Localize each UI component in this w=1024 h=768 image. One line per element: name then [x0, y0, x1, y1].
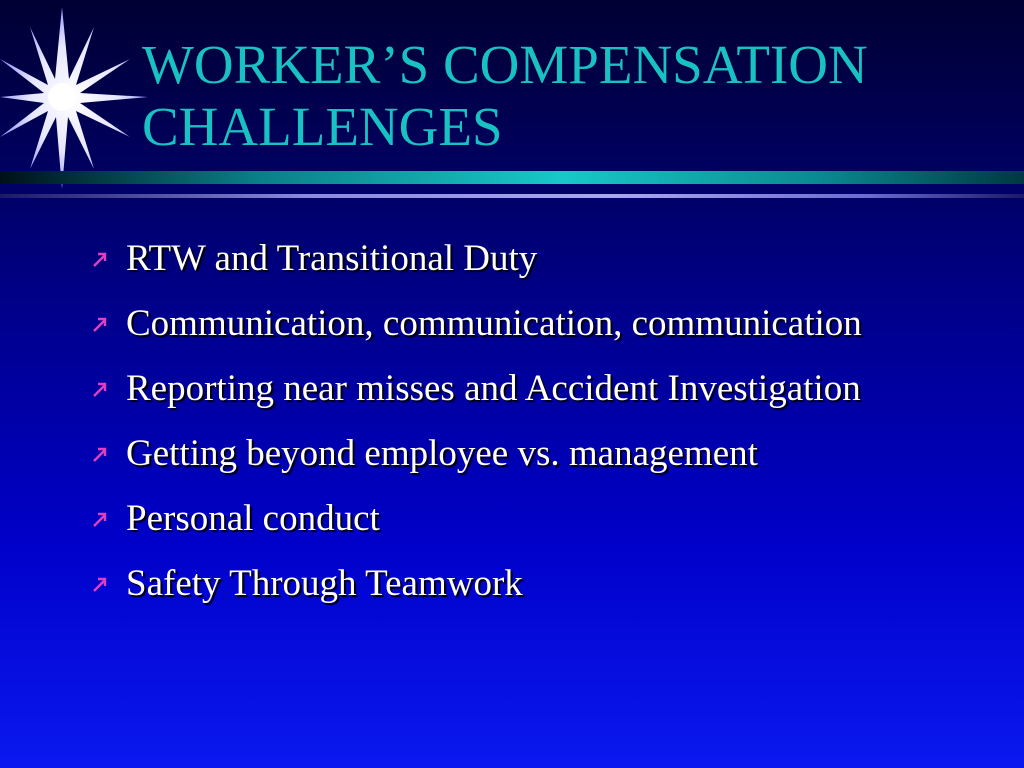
bullet-text: Personal conduct — [126, 498, 380, 539]
title-line-2: CHALLENGES — [142, 96, 503, 157]
title-divider-lavender — [0, 194, 1024, 198]
bullet-item — [90, 297, 990, 350]
bullet-item — [90, 492, 990, 545]
title-divider-teal — [0, 171, 1024, 184]
bullet-text: Reporting near misses and Accident Investigation — [126, 368, 861, 409]
bullet-text: Safety Through Teamwork — [126, 563, 523, 604]
starburst-icon — [0, 0, 150, 190]
bullet-item — [90, 232, 990, 285]
arrow-up-right-icon — [90, 574, 110, 594]
bullet-list — [90, 232, 990, 622]
bullet-text: Communication, communication, communication — [126, 303, 862, 344]
slide-title — [142, 34, 1012, 158]
arrow-up-right-icon — [90, 249, 110, 269]
bullet-item — [90, 427, 990, 480]
arrow-up-right-icon — [90, 379, 110, 399]
bullet-text: RTW and Transitional Duty — [126, 238, 538, 279]
arrow-up-right-icon — [90, 314, 110, 334]
bullet-text: Getting beyond employee vs. management — [126, 433, 758, 474]
title-line-1: WORKER’S COMPENSATION — [142, 34, 868, 95]
bullet-item — [90, 362, 990, 415]
arrow-up-right-icon — [90, 509, 110, 529]
arrow-up-right-icon — [90, 444, 110, 464]
bullet-item — [90, 557, 990, 610]
